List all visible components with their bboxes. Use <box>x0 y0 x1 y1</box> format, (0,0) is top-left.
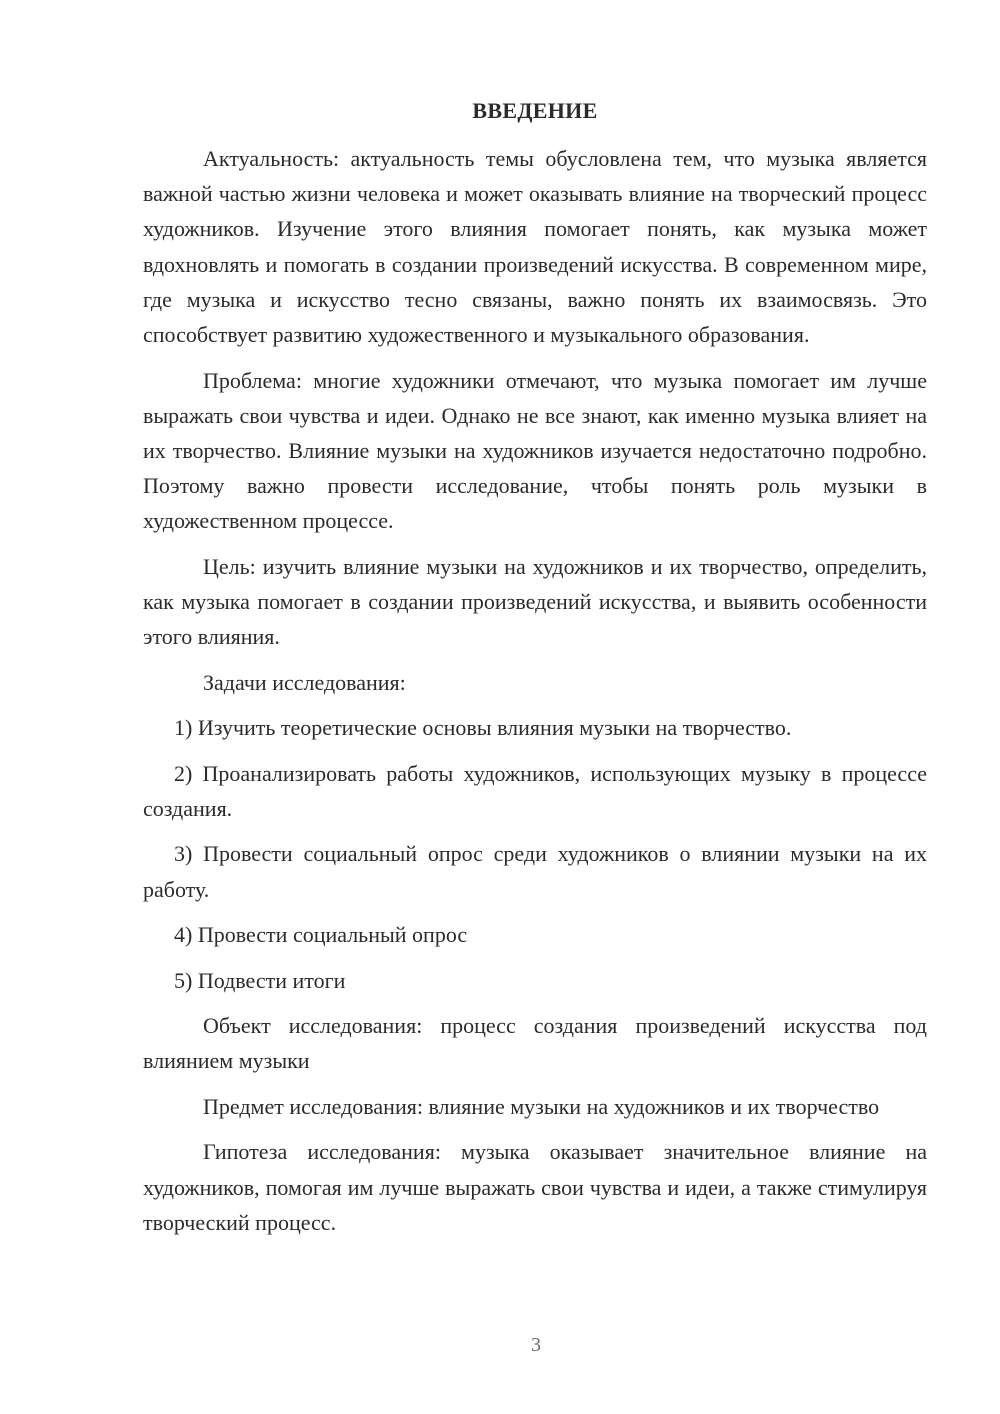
paragraph-object: Объект исследования: процесс создания произведений искусства под влиянием музыки <box>143 1013 927 1074</box>
paragraph-problem: Проблема: многие художники отмечают, что музыка помогает им лучше выражать свои чувства и идеи. Однако не все знают, как именно музыка влияет на их творчество. Влияние музыки на художников изучается недостаточно подробно. Поэтому важно провести исследование, чтобы понять роль музыки в художественном процессе. <box>143 367 927 534</box>
paragraph-hypothesis: Гипотеза исследования: музыка оказывает значительное влияние на художников, помогая им лучше выражать свои чувства и идеи, а также стимулируя творческий процесс. <box>143 1139 927 1235</box>
paragraph-relevance: Актуальность: актуальность темы обусловлена тем, что музыка является важной частью жизни человека и может оказывать влияние на творческий процесс художников. Изучение этого влияния помогает понять, как музыка может вдохновлять и помогать в создании произведений искусства. В современном мире, где музыка и искусство тесно связаны, важно понять их взаимосвязь. Это способствует развитию художественного и музыкального образования. <box>143 146 927 348</box>
paragraph-goal: Цель: изучить влияние музыки на художников и их творчество, определить, как музыка помогает в создании произведений искусства, и выявить особенности этого влияния. <box>143 553 927 650</box>
task-item: 1) Изучить теоретические основы влияния музыки на творчество. <box>174 715 792 741</box>
paragraph-subject: Предмет исследования: влияние музыки на художников и их творчество <box>203 1093 880 1119</box>
page-number: 3 <box>531 1334 541 1356</box>
section-title: ВВЕДЕНИЕ <box>472 98 598 123</box>
document-page <box>143 95 927 1250</box>
task-item: 5) Подвести итоги <box>174 967 346 993</box>
task-item: 4) Провести социальный опрос <box>174 922 468 948</box>
task-item: 2) Проанализировать работы художников, использующих музыку в процессе создания. <box>143 760 927 821</box>
tasks-heading: Задачи исследования: <box>203 669 406 695</box>
task-item: 3) Провести социальный опрос среди художников о влиянии музыки на их работу. <box>143 841 927 902</box>
